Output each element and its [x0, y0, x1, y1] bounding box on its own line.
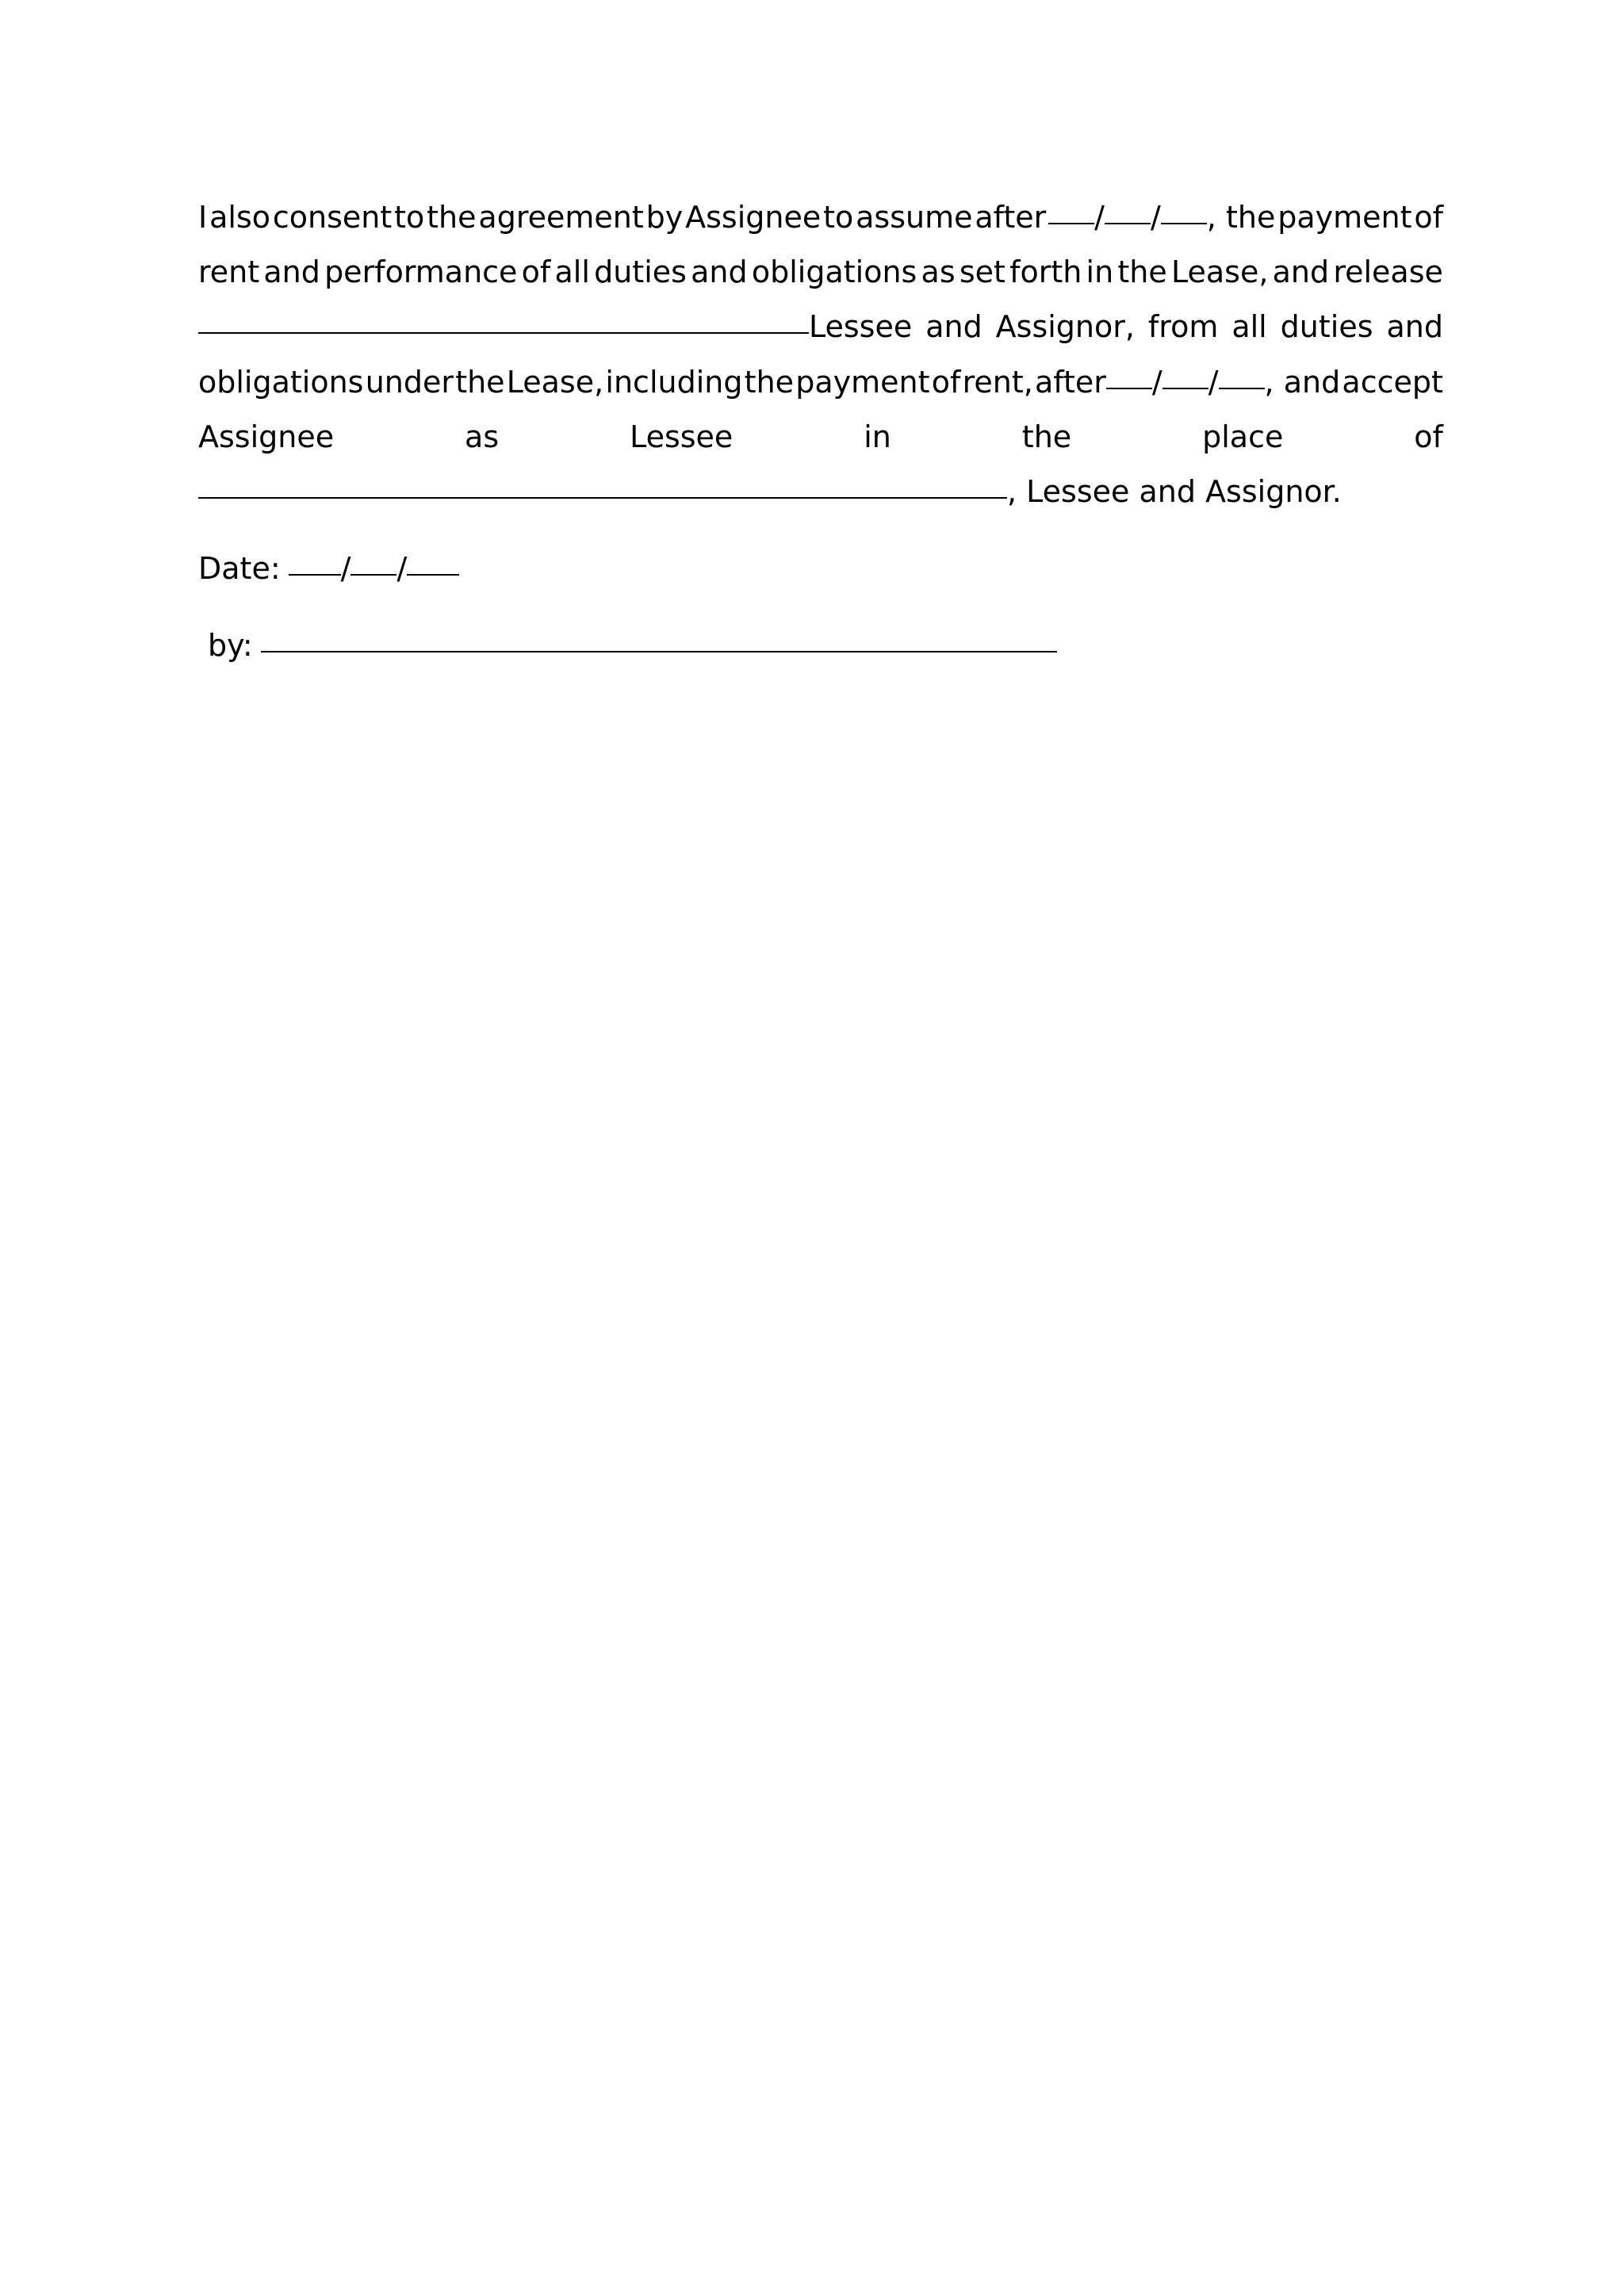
word: obligations [751, 254, 917, 290]
word: rent, [962, 364, 1033, 400]
word: performance [324, 254, 518, 290]
date-blank-day[interactable] [1105, 223, 1151, 224]
word: under [365, 364, 454, 400]
document-body [198, 190, 1443, 674]
word: in [864, 419, 891, 454]
date-blank-day[interactable] [350, 574, 396, 576]
signature-blank[interactable] [261, 651, 1057, 652]
word: payment [1277, 200, 1412, 235]
word: Lease, [1170, 254, 1269, 290]
assignor-name-blank[interactable] [198, 497, 1007, 499]
word: after [975, 200, 1047, 235]
word: Lease, [506, 364, 604, 400]
paragraph-line-3 [198, 300, 1443, 354]
word: assume [856, 200, 973, 235]
date-slash: / [1208, 364, 1219, 400]
word: , and [1264, 364, 1341, 400]
word: of [1414, 200, 1443, 235]
word: also [209, 200, 270, 235]
word: obligations [198, 364, 364, 400]
word: Assignee [685, 200, 822, 235]
paragraph-line-1 [198, 190, 1443, 245]
date-slash: / [340, 551, 351, 587]
word: and [263, 254, 320, 290]
word: I [198, 200, 208, 235]
word: the [427, 200, 477, 235]
word: in [1086, 254, 1114, 290]
word: accept [1342, 364, 1443, 400]
word: rent [198, 254, 260, 290]
by-label: by: [208, 628, 253, 664]
date-blank-month[interactable] [289, 574, 341, 576]
date-label: Date: [198, 551, 281, 587]
word: the [744, 364, 795, 400]
word: release [1333, 254, 1443, 290]
word: , Lessee and Assignor. [1007, 474, 1342, 510]
date-blank-month[interactable] [1106, 388, 1152, 389]
word: all [554, 254, 590, 290]
word: of [931, 364, 961, 400]
word: from [1147, 309, 1219, 345]
word: the [455, 364, 505, 400]
word: the [1021, 419, 1072, 454]
date-slash: / [1094, 200, 1105, 235]
lessee-name-blank[interactable] [198, 332, 809, 334]
word: by [645, 200, 684, 235]
word: and [1272, 254, 1330, 290]
word: Assignee [198, 419, 335, 454]
word: to [394, 200, 425, 235]
paragraph-line-2 [198, 245, 1443, 300]
signature-date-line [198, 541, 1443, 596]
word: of [521, 254, 551, 290]
word: duties [594, 254, 687, 290]
date-slash: / [1150, 200, 1161, 235]
date-slash: / [1151, 364, 1162, 400]
assume-date-field[interactable] [1048, 190, 1275, 245]
word: all [1231, 309, 1267, 345]
word: as [465, 419, 500, 454]
date-blank-day[interactable] [1162, 388, 1208, 389]
word: and [1386, 309, 1443, 345]
word: Lessee [809, 309, 913, 345]
word: duties [1280, 309, 1373, 345]
word: Lessee [630, 419, 733, 454]
word: consent [272, 200, 393, 235]
date-slash: / [396, 551, 408, 587]
word: payment [795, 364, 930, 400]
paragraph-line-4 [198, 355, 1443, 410]
word: to [823, 200, 854, 235]
word: set [959, 254, 1005, 290]
word: including [605, 364, 743, 400]
word: as [921, 254, 956, 290]
paragraph-line-6 [198, 465, 1443, 519]
word: after [1035, 364, 1106, 400]
word: the [1117, 254, 1167, 290]
release-date-field[interactable] [1035, 355, 1340, 410]
consent-paragraph [198, 190, 1443, 519]
paragraph-line-5 [198, 410, 1443, 465]
date-blank-month[interactable] [1048, 223, 1094, 224]
date-blank-year[interactable] [1161, 223, 1207, 224]
word: , the [1206, 200, 1276, 235]
word: and [925, 309, 982, 345]
word: forth [1009, 254, 1082, 290]
word: and [691, 254, 748, 290]
word: of [1414, 419, 1443, 454]
word: agreement [478, 200, 644, 235]
word: place [1202, 419, 1284, 454]
signature-by-line [198, 618, 1443, 673]
word: Assignor, [995, 309, 1135, 345]
date-blank-year[interactable] [1219, 388, 1265, 389]
lessee-name-field[interactable] [198, 300, 912, 354]
date-blank-year[interactable] [407, 574, 459, 576]
